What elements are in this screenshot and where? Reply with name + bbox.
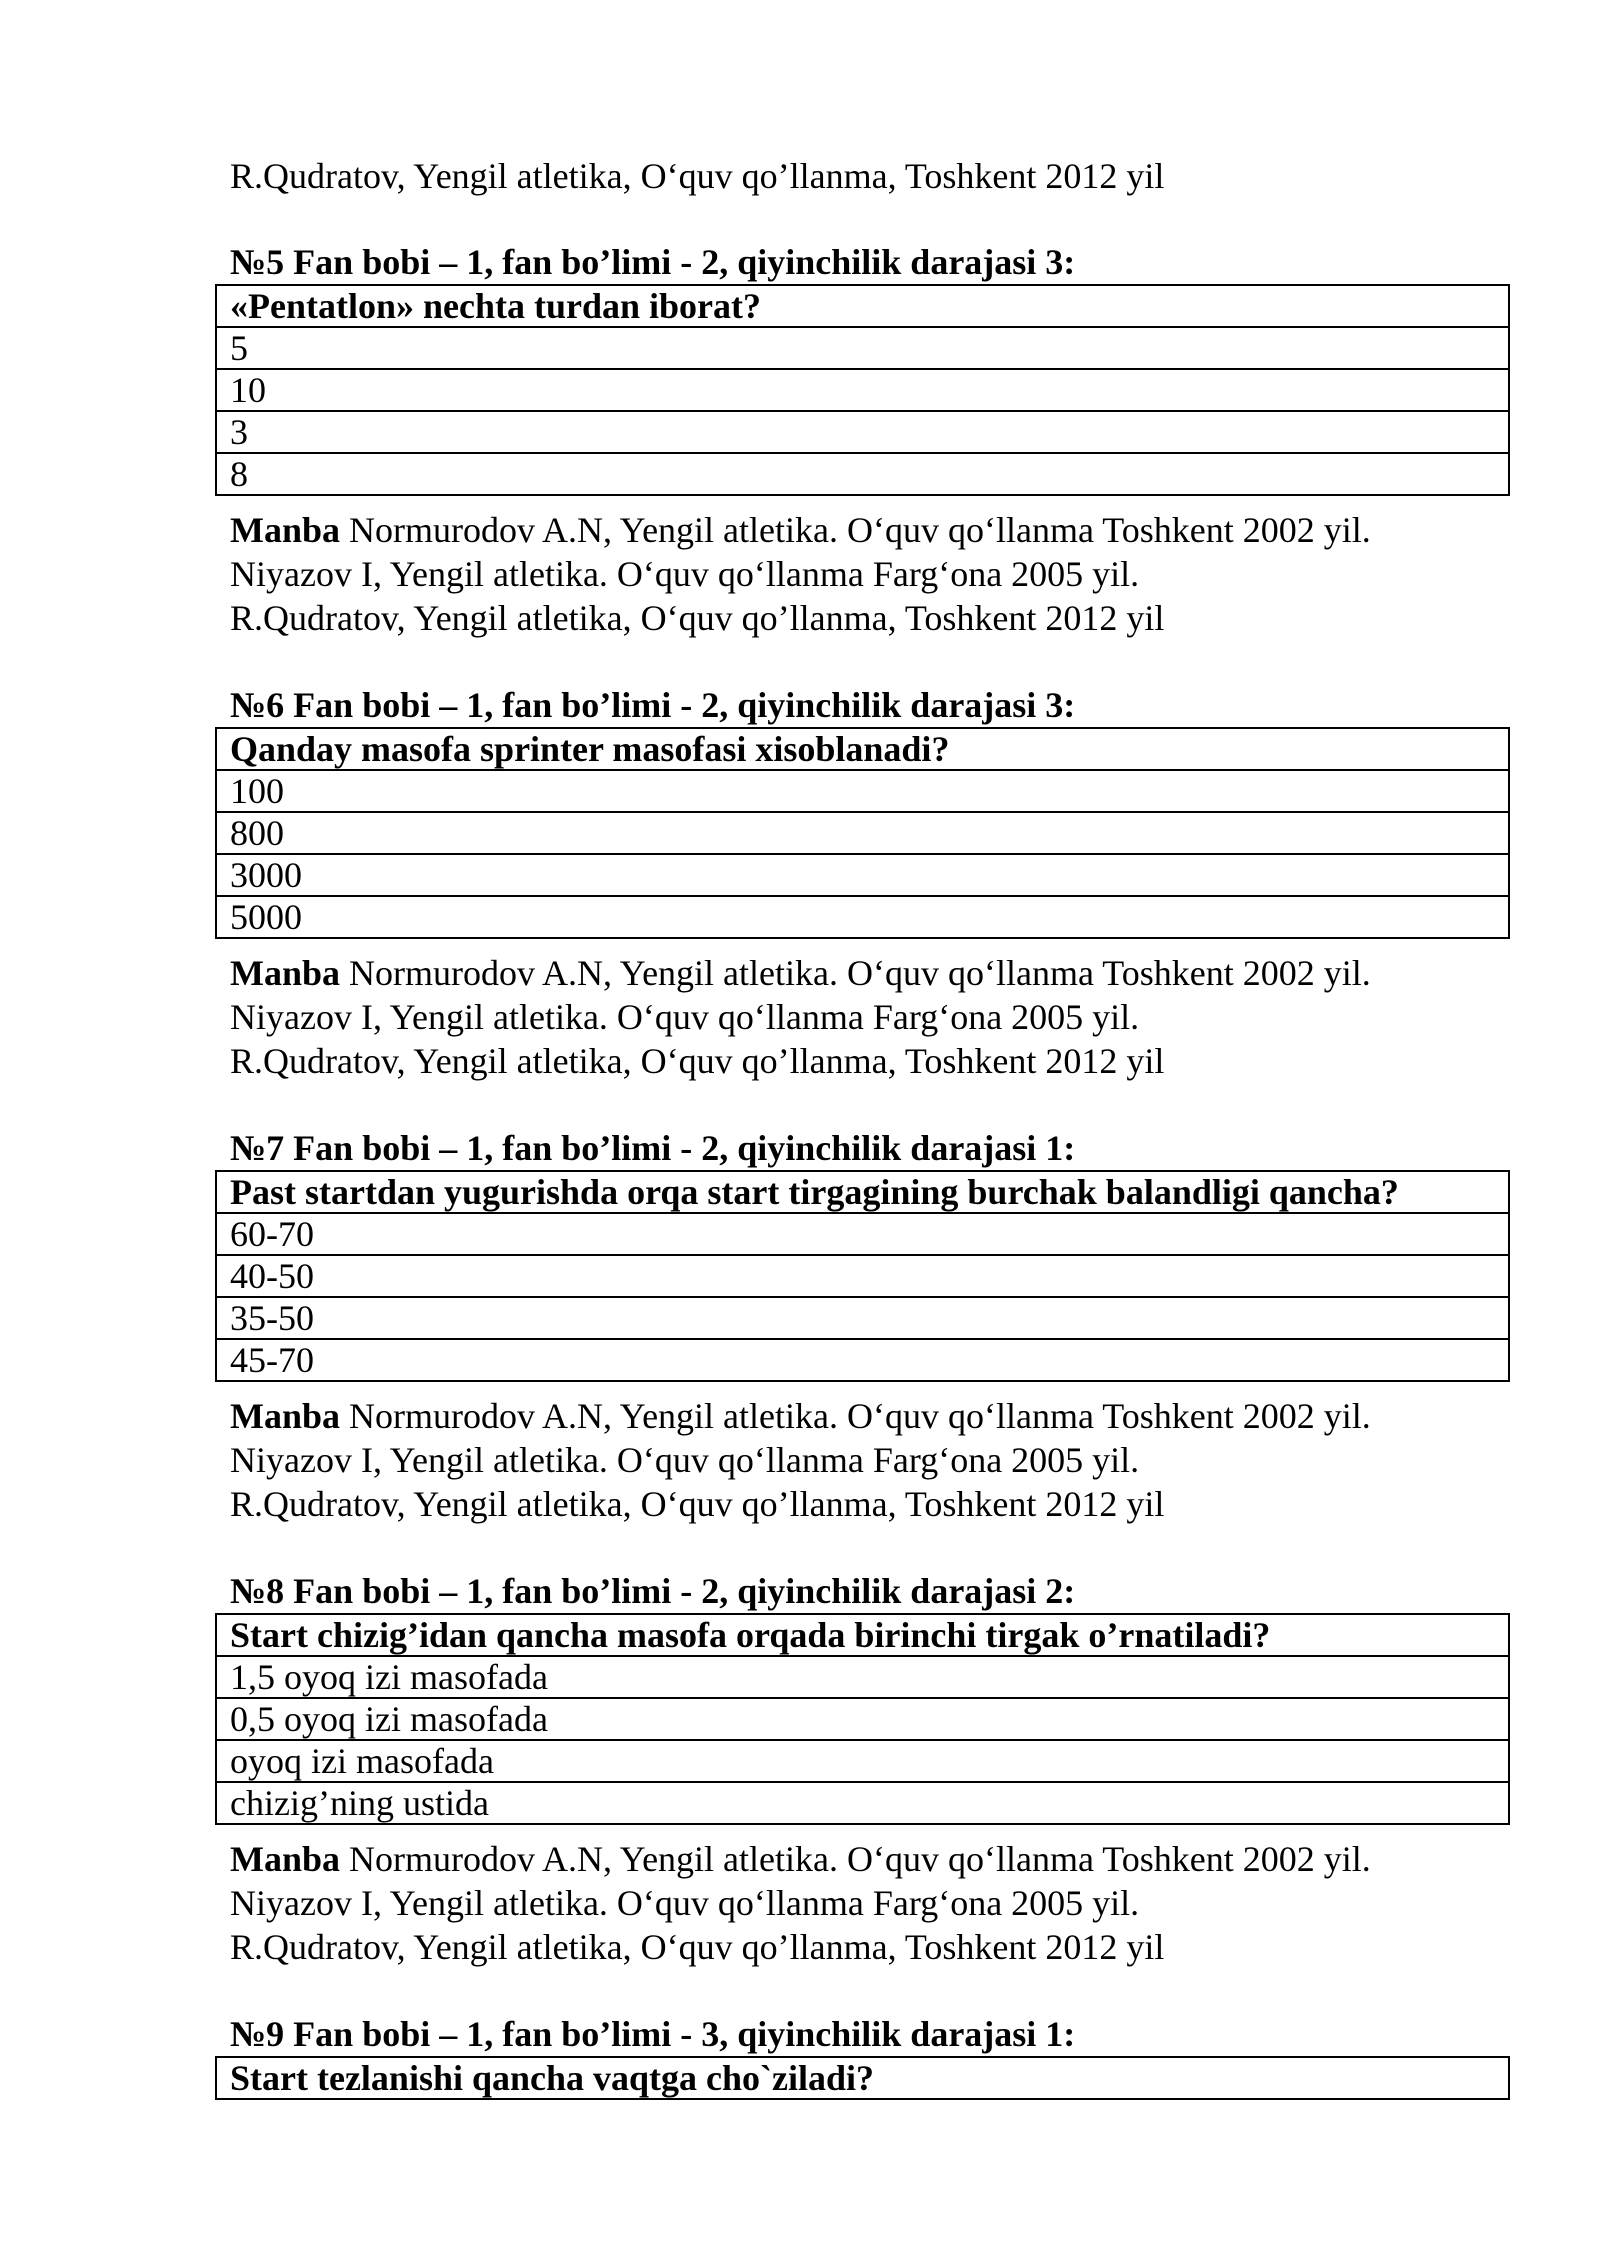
question-header: №5 Fan bobi – 1, fan bo’limi - 2, qiyinchilik darajasi 3: bbox=[230, 242, 1076, 282]
answer-option: 3 bbox=[216, 411, 1509, 453]
source-line: Niyazov I, Yengil atletika. O‘quv qo‘llanma Farg‘ona 2005 yil. bbox=[230, 554, 1140, 594]
source-line: Niyazov I, Yengil atletika. O‘quv qo‘llanma Farg‘ona 2005 yil. bbox=[230, 997, 1140, 1037]
question-header: №6 Fan bobi – 1, fan bo’limi - 2, qiyinchilik darajasi 3: bbox=[230, 685, 1076, 725]
source-label: Manba bbox=[230, 1839, 341, 1879]
question-table bbox=[215, 727, 1510, 939]
source-line bbox=[230, 951, 1510, 995]
source-line bbox=[230, 1394, 1510, 1438]
answer-option: 10 bbox=[216, 369, 1509, 411]
question-table bbox=[215, 1613, 1510, 1825]
answer-option: 35-50 bbox=[216, 1297, 1509, 1339]
source-label: Manba bbox=[230, 510, 341, 550]
source-line bbox=[230, 508, 1510, 552]
question-header: №9 Fan bobi – 1, fan bo’limi - 3, qiyinchilik darajasi 1: bbox=[230, 2014, 1076, 2054]
question-table bbox=[215, 2056, 1510, 2100]
source-text: Normurodov A.N, Yengil atletika. O‘quv qo‘llanma Toshkent 2002 yil. bbox=[349, 1396, 1371, 1436]
question-header: №8 Fan bobi – 1, fan bo’limi - 2, qiyinchilik darajasi 2: bbox=[230, 1571, 1076, 1611]
answer-option: 100 bbox=[216, 770, 1509, 812]
question-table bbox=[215, 284, 1510, 496]
source-text: Normurodov A.N, Yengil atletika. O‘quv qo‘llanma Toshkent 2002 yil. bbox=[349, 1839, 1371, 1879]
answer-option: 60-70 bbox=[216, 1213, 1509, 1255]
answer-option: 5000 bbox=[216, 896, 1509, 938]
answer-option: 800 bbox=[216, 812, 1509, 854]
answer-option: 0,5 oyoq izi masofada bbox=[216, 1698, 1509, 1740]
question-header: №7 Fan bobi – 1, fan bo’limi - 2, qiyinchilik darajasi 1: bbox=[230, 1128, 1076, 1168]
question-text: Qanday masofa sprinter masofasi xisoblanadi? bbox=[216, 728, 1509, 770]
source-line: R.Qudratov, Yengil atletika, O‘quv qo’llanma, Toshkent 2012 yil bbox=[230, 156, 1165, 196]
source-label: Manba bbox=[230, 1396, 341, 1436]
question-table bbox=[215, 1170, 1510, 1382]
answer-option: chizig’ning ustida bbox=[216, 1782, 1509, 1824]
source-line: R.Qudratov, Yengil atletika, O‘quv qo’llanma, Toshkent 2012 yil bbox=[230, 598, 1165, 638]
answer-option: 45-70 bbox=[216, 1339, 1509, 1381]
source-line: Niyazov I, Yengil atletika. O‘quv qo‘llanma Farg‘ona 2005 yil. bbox=[230, 1883, 1140, 1923]
question-text: Start chizig’idan qancha masofa orqada birinchi tirgak o’rnatiladi? bbox=[216, 1614, 1509, 1656]
question-text: Past startdan yugurishda orqa start tirgagining burchak balandligi qancha? bbox=[216, 1171, 1509, 1213]
answer-option: 40-50 bbox=[216, 1255, 1509, 1297]
source-text: Normurodov A.N, Yengil atletika. O‘quv qo‘llanma Toshkent 2002 yil. bbox=[349, 953, 1371, 993]
answer-option: 3000 bbox=[216, 854, 1509, 896]
question-text: Start tezlanishi qancha vaqtga cho`ziladi? bbox=[216, 2057, 1509, 2099]
question-text: «Pentatlon» nechta turdan iborat? bbox=[216, 285, 1509, 327]
source-line: R.Qudratov, Yengil atletika, O‘quv qo’llanma, Toshkent 2012 yil bbox=[230, 1484, 1165, 1524]
answer-option: 5 bbox=[216, 327, 1509, 369]
source-line: R.Qudratov, Yengil atletika, O‘quv qo’llanma, Toshkent 2012 yil bbox=[230, 1041, 1165, 1081]
answer-option: oyoq izi masofada bbox=[216, 1740, 1509, 1782]
answer-option: 8 bbox=[216, 453, 1509, 495]
source-line: Niyazov I, Yengil atletika. O‘quv qo‘llanma Farg‘ona 2005 yil. bbox=[230, 1440, 1140, 1480]
source-text: Normurodov A.N, Yengil atletika. O‘quv qo‘llanma Toshkent 2002 yil. bbox=[349, 510, 1371, 550]
source-line bbox=[230, 1837, 1510, 1881]
source-label: Manba bbox=[230, 953, 341, 993]
source-line: R.Qudratov, Yengil atletika, O‘quv qo’llanma, Toshkent 2012 yil bbox=[230, 1927, 1165, 1967]
answer-option: 1,5 oyoq izi masofada bbox=[216, 1656, 1509, 1698]
